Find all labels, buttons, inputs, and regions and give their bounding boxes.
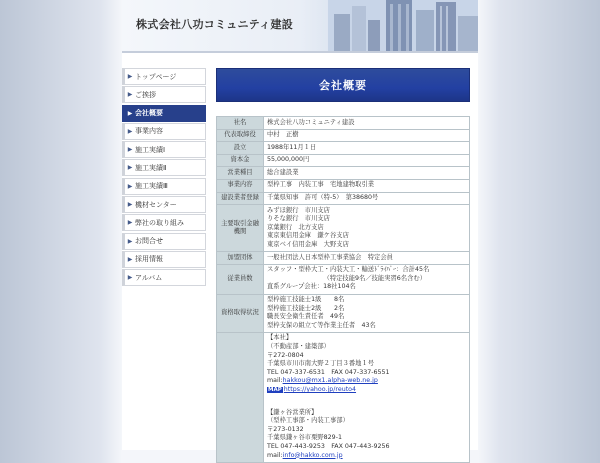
sidebar-item-label: 事業内容 [135, 127, 163, 136]
row-key: 資本金 [217, 154, 264, 167]
row-value-text: 1988年11月１日 [267, 143, 317, 151]
mail-link[interactable]: info@hakko.com.jp [282, 451, 343, 459]
row-key: 資格取得状況 [217, 294, 264, 332]
row-value [264, 205, 470, 252]
office-mail-line [267, 452, 466, 461]
table-row [217, 179, 470, 192]
sidebar-item-label: 機材センター [135, 200, 177, 209]
arrow-right-icon: ▶ [127, 274, 133, 282]
sidebar-item-top[interactable] [122, 68, 206, 85]
page-title: 会社概要 [216, 68, 470, 102]
row-value [264, 154, 470, 167]
office-postcode: 〒272-0804 [267, 351, 304, 359]
company-info-table [216, 116, 470, 463]
row-value-text: 一般社団法人日本型枠工事業協会 特定会員 [267, 253, 393, 261]
row-value-text: 型枠施工技能士1級 8名 [267, 296, 345, 303]
mail-prefix: mail: [267, 377, 283, 385]
sidebar-item-recruit[interactable] [122, 251, 206, 268]
row-value [264, 117, 470, 130]
arrow-right-icon: ▶ [127, 201, 133, 209]
skyline-image [328, 0, 478, 51]
row-value [264, 294, 470, 332]
main-content [216, 68, 470, 463]
sidebar-item-label: アルバム [135, 273, 163, 282]
office-dept: （不動産部・建築部） [267, 342, 330, 350]
sidebar-item-company-profile[interactable] [122, 105, 206, 122]
arrow-right-icon: ▶ [127, 237, 133, 245]
page-container [122, 0, 478, 459]
arrow-right-icon: ▶ [127, 73, 133, 80]
sidebar-item-label: 会社概要 [135, 109, 163, 118]
row-value-text: 型枠支保の組立て等作業主任者 43名 [267, 321, 376, 329]
office-cell [264, 332, 470, 462]
row-key-empty [217, 332, 264, 462]
arrow-right-icon: ▶ [127, 146, 133, 154]
spacer [267, 395, 466, 409]
sidebar-item-label: トップページ [135, 72, 177, 81]
sidebar-item-label: 採用情報 [135, 255, 163, 264]
table-row [217, 264, 470, 294]
sidebar-item-label: 施工実績Ⅱ [135, 163, 167, 172]
office-name: 【本社】 [267, 334, 293, 342]
arrow-right-icon: ▶ [127, 91, 133, 99]
row-key: 代表取締役 [217, 129, 264, 142]
sidebar-item-label: 施工実績Ⅰ [135, 145, 166, 154]
table-row-offices [217, 332, 470, 462]
row-value-text: みずほ銀行 市川支店 [267, 206, 330, 214]
sidebar-item-business[interactable] [122, 123, 206, 140]
row-value [264, 192, 470, 205]
map-link[interactable]: https://yahoo.jp/reuto4 [283, 385, 357, 393]
row-value-text: 株式会社八功コミュニティ建設 [267, 118, 355, 126]
site-title[interactable]: 株式会社八功コミュニティ建設 [136, 18, 294, 31]
table-row [217, 294, 470, 332]
mail-prefix: mail: [267, 451, 283, 459]
table-row [217, 252, 470, 265]
sidebar-item-equipment-center[interactable] [122, 196, 206, 213]
row-value [264, 252, 470, 265]
office-name: 【鎌ヶ谷営業所】 [267, 408, 318, 416]
row-key: 設立 [217, 142, 264, 155]
sidebar-item-label: 弊社の取り組み [135, 218, 184, 227]
sidebar-item-initiatives[interactable] [122, 214, 206, 231]
arrow-right-icon: ▶ [127, 255, 133, 263]
table-row [217, 192, 470, 205]
sidebar-item-works-1[interactable] [122, 141, 206, 158]
row-key: 建設業者登録 [217, 192, 264, 205]
office-mail-line [267, 377, 466, 386]
office-phone: TEL 047-443-9253 FAX 047-443-9256 [267, 442, 390, 450]
row-value [264, 179, 470, 192]
row-key: 営業種目 [217, 167, 264, 180]
row-key: 従業員数 [217, 264, 264, 294]
table-row [217, 117, 470, 130]
table-row [217, 154, 470, 167]
sidebar-item-album[interactable] [122, 269, 206, 286]
row-value-text: 型枠工事 内装工事 宅地建物取引業 [267, 181, 375, 189]
row-value-text: 総合建設業 [267, 168, 299, 176]
office-dept: （型枠工事部・内装工事部） [267, 417, 349, 425]
arrow-right-icon: ▶ [127, 182, 133, 190]
arrow-right-icon: ▶ [127, 164, 133, 172]
office-phone: TEL 047-337-6531 FAX 047-337-6551 [267, 368, 390, 376]
table-row [217, 205, 470, 252]
map-icon[interactable]: MAP [268, 386, 282, 393]
sidebar-item-label: 施工実績Ⅲ [135, 182, 168, 191]
row-value-text: 55,000,000円 [267, 156, 310, 164]
row-value-text: 千葉県知事 許可（特-5） 第38680号 [267, 194, 379, 202]
sidebar-item-label: お問合せ [135, 237, 163, 246]
mail-link[interactable]: hakkou@mx1.alpha-web.ne.jp [282, 377, 378, 385]
row-value-text: 東京ベイ信用金庫 大野支店 [267, 241, 349, 249]
row-value-text: 型枠施工技能士2級 2名 [267, 304, 345, 312]
sidebar-nav [122, 68, 206, 288]
row-key: 事業内容 [217, 179, 264, 192]
sidebar-item-label: ご挨拶 [135, 90, 156, 99]
office-address: 千葉県市川市南大野２丁目３番地１号 [267, 360, 375, 368]
site-header [122, 0, 478, 51]
table-row [217, 167, 470, 180]
office-postcode: 〒273-0132 [267, 425, 304, 433]
table-row [217, 129, 470, 142]
sidebar-item-works-2[interactable] [122, 159, 206, 176]
sidebar-item-works-3[interactable] [122, 178, 206, 195]
row-value [264, 264, 470, 294]
row-value-text: 直系グループ会社：18社104名 [267, 283, 356, 291]
table-row [217, 142, 470, 155]
row-value-text: 職長安全衛生責任者 49名 [267, 313, 345, 321]
arrow-right-icon: ▶ [127, 127, 133, 135]
row-value-text: スタッフ・型枠大工・内装大工・輸送ﾄﾞﾗｲﾊﾞｰ：合計45名 [267, 266, 430, 274]
row-value [264, 142, 470, 155]
sidebar-item-contact[interactable] [122, 233, 206, 250]
row-value-text: 中村 正樹 [267, 131, 299, 139]
office-address: 千葉県鎌ヶ谷市栗野829-1 [267, 434, 342, 442]
row-value [264, 129, 470, 142]
header-divider [122, 51, 478, 53]
row-value-text: 京葉銀行 北方支店 [267, 223, 324, 231]
sidebar-item-greeting[interactable] [122, 86, 206, 103]
row-key: 社名 [217, 117, 264, 130]
row-value [264, 167, 470, 180]
row-key: 加盟団体 [217, 252, 264, 265]
office-map-line [267, 386, 466, 395]
row-value-text: 東京東信用金庫 鎌ケ谷支店 [267, 232, 349, 240]
arrow-right-icon: ▶ [127, 219, 133, 227]
row-value-text: りそな銀行 市川支店 [267, 215, 330, 223]
row-key: 主要取引金融機関 [217, 205, 264, 252]
arrow-right-icon: ▶ [127, 109, 133, 117]
row-value-text: （特定技能9名／技能実習6名含む） [323, 274, 426, 282]
